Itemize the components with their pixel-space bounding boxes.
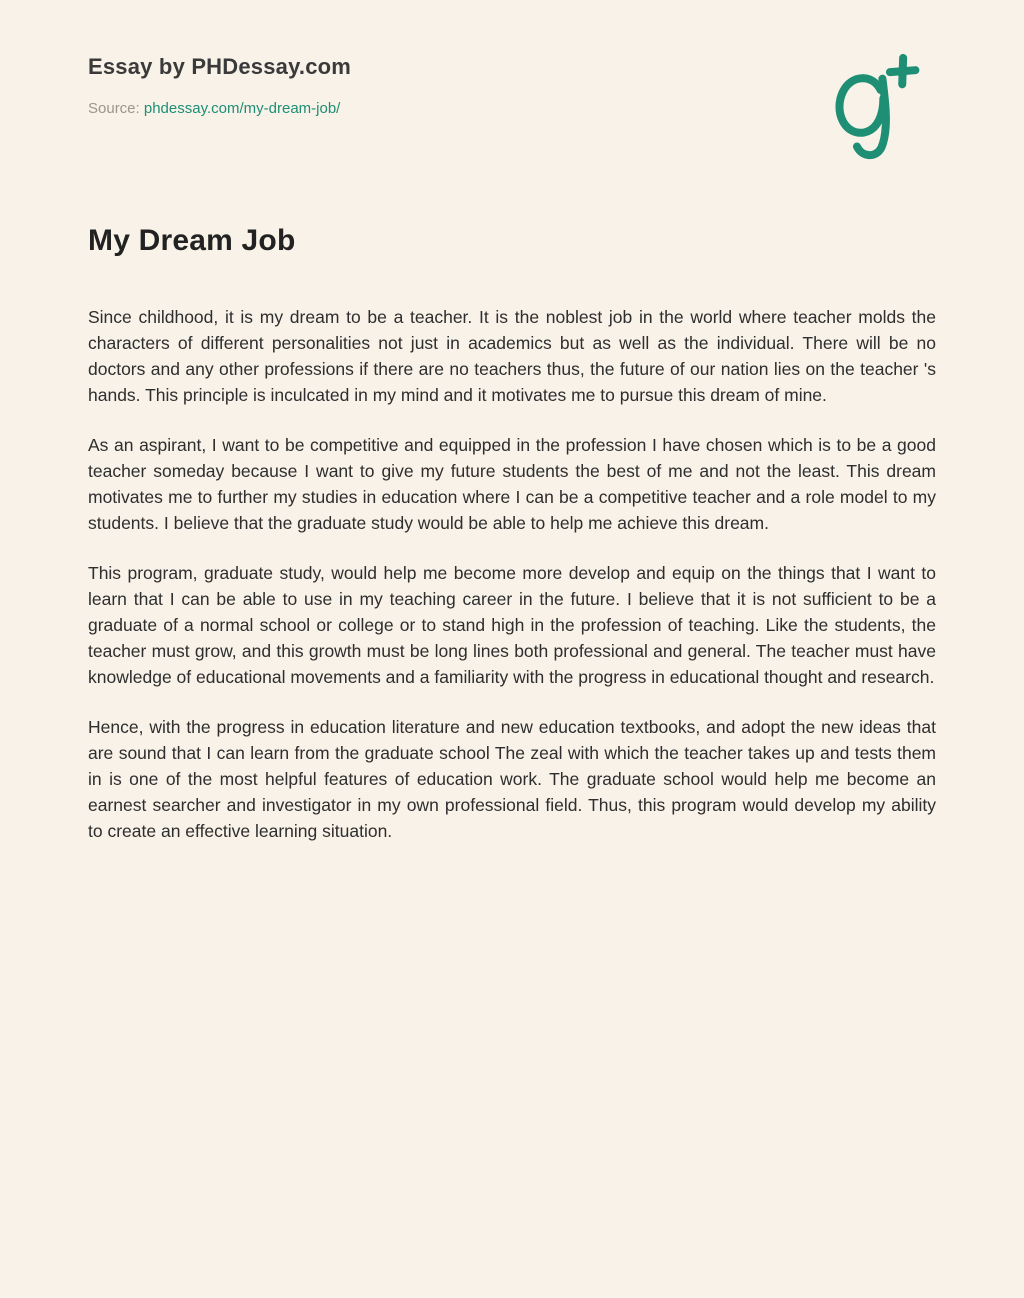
page-title: My Dream Job (88, 224, 296, 257)
essay-paragraph-1: Since childhood, it is my dream to be a teacher. It is the noblest job in the world where teacher molds the characters of different personalities not just in academics but as well as the individual. There will be no doctors and any other professions if there are no teachers thus, the future of our nation lies on the teacher 's hands. This principle is inculcated in my mind and it motivates me to pursue this dream of mine. (88, 307, 936, 405)
a-plus-logo-icon (824, 50, 922, 162)
source-link[interactable]: phdessay.com/my-dream-job/ (143, 100, 341, 117)
source-line (88, 100, 351, 117)
essay-paragraph-2: As an aspirant, I want to be competitive and equipped in the profession I have chosen which is to be a good teacher someday because I want to give my future students the best of me and not the least. This dream motivates me to further my studies in education where I can be a competitive teacher and a role model to my students. I believe that the graduate study would be able to help me achieve this dream. (88, 435, 936, 533)
header-text-block (88, 48, 351, 117)
essay-byline: Essay by PHDessay.com (88, 54, 352, 79)
essay-paragraph-4: Hence, with the progress in education literature and new education textbooks, and adopt the new ideas that are sound that I can learn from the graduate school The zeal with which the teacher takes up and tests them in is one of the most helpful features of education work. The graduate school would help me become an earnest searcher and investigator in my own professional field. Thus, this program would develop my ability to create an effective learning situation. (88, 717, 936, 841)
essay-paragraph-3: This program, graduate study, would help me become more develop and equip on the things that I want to learn that I can be able to use in my teaching career in the future. I believe that it is not sufficient to be a graduate of a normal school or college or to stand high in the profession of teaching. Like the students, the teacher must grow, and this growth must be long lines both professional and general. The teacher must have knowledge of educational movements and a familiarity with the progress in educational thought and research. (88, 563, 936, 687)
source-label: Source: (88, 100, 140, 117)
phdessay-a-plus-logo (824, 50, 922, 162)
document-header (88, 48, 936, 162)
essay-body (88, 304, 936, 844)
